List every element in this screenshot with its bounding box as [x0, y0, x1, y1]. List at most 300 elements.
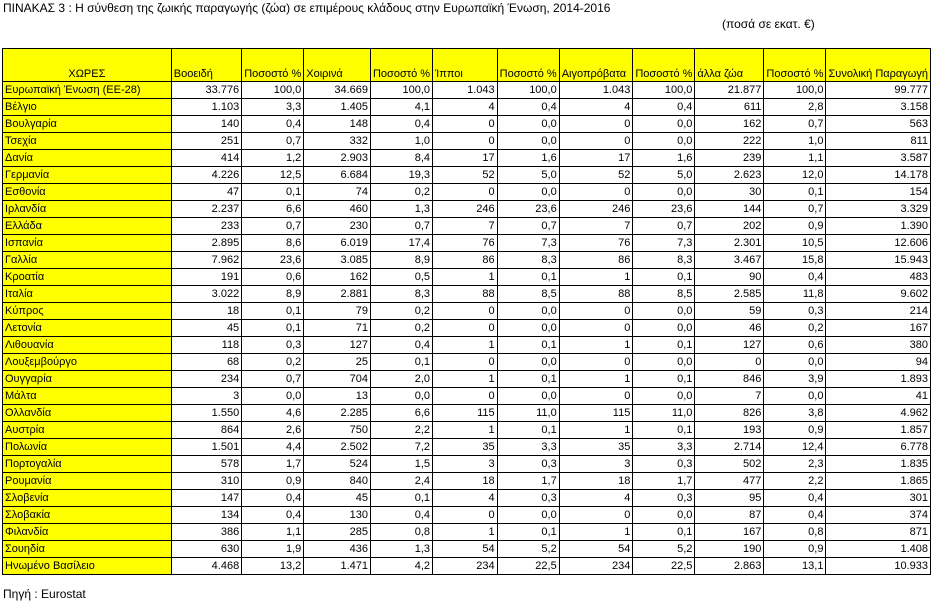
- cell-cattle: 47: [171, 184, 241, 201]
- table-row: [3, 116, 931, 133]
- table-row: [3, 252, 931, 269]
- cell-other-animals: 222: [695, 133, 764, 150]
- cell-pct-sheep-goats: 3,3: [633, 439, 695, 456]
- table-row: [3, 354, 931, 371]
- cell-pct-other: 2,2: [764, 473, 826, 490]
- cell-horses: 1: [433, 422, 498, 439]
- cell-pct-pigs: 8,9: [370, 252, 432, 269]
- table-row: [3, 388, 931, 405]
- cell-pct-cattle: 0,1: [242, 184, 304, 201]
- cell-horses: 1: [433, 269, 498, 286]
- cell-sheep-goats: 0: [559, 116, 633, 133]
- cell-other-animals: 2.623: [695, 167, 764, 184]
- cell-sheep-goats: 115: [559, 405, 633, 422]
- header-pct-other: Ποσοστό %: [764, 49, 826, 82]
- cell-horses: 17: [433, 150, 498, 167]
- cell-cattle: 134: [171, 507, 241, 524]
- cell-pct-cattle: 0,9: [242, 473, 304, 490]
- table-row: [3, 456, 931, 473]
- cell-horses: 4: [433, 99, 498, 116]
- cell-horses: 0: [433, 320, 498, 337]
- cell-pct-sheep-goats: 22,5: [633, 558, 695, 575]
- cell-pigs: 1.405: [304, 99, 371, 116]
- cell-pct-pigs: 6,6: [370, 405, 432, 422]
- cell-other-animals: 193: [695, 422, 764, 439]
- cell-pct-horses: 0,0: [497, 354, 559, 371]
- cell-pct-horses: 0,1: [497, 371, 559, 388]
- cell-pct-pigs: 4,2: [370, 558, 432, 575]
- cell-sheep-goats: 3: [559, 456, 633, 473]
- cell-sheep-goats: 52: [559, 167, 633, 184]
- cell-pigs: 74: [304, 184, 371, 201]
- cell-pct-horses: 0,1: [497, 524, 559, 541]
- cell-sheep-goats: 86: [559, 252, 633, 269]
- cell-pct-pigs: 100,0: [370, 82, 432, 99]
- cell-pigs: 79: [304, 303, 371, 320]
- cell-pct-horses: 0,3: [497, 490, 559, 507]
- table-row: [3, 269, 931, 286]
- cell-pigs: 148: [304, 116, 371, 133]
- cell-pigs: 2.903: [304, 150, 371, 167]
- cell-pigs: 1.471: [304, 558, 371, 575]
- table-row: [3, 82, 931, 99]
- cell-other-animals: 502: [695, 456, 764, 473]
- cell-pct-pigs: 4,1: [370, 99, 432, 116]
- cell-pct-other: 0,0: [764, 354, 826, 371]
- table-row: [3, 541, 931, 558]
- cell-total-production: 99.777: [826, 82, 931, 99]
- cell-pct-pigs: 8,3: [370, 286, 432, 303]
- cell-pct-pigs: 2,0: [370, 371, 432, 388]
- cell-pct-cattle: 0,4: [242, 490, 304, 507]
- cell-pct-horses: 0,0: [497, 303, 559, 320]
- cell-pct-sheep-goats: 0,0: [633, 116, 695, 133]
- cell-pct-horses: 5,2: [497, 541, 559, 558]
- cell-country: Ιταλία: [3, 286, 172, 303]
- cell-pct-other: 0,4: [764, 507, 826, 524]
- cell-cattle: 4.226: [171, 167, 241, 184]
- cell-sheep-goats: 0: [559, 184, 633, 201]
- cell-pct-horses: 5,0: [497, 167, 559, 184]
- cell-pct-horses: 0,7: [497, 218, 559, 235]
- cell-pct-sheep-goats: 0,0: [633, 354, 695, 371]
- cell-other-animals: 2.301: [695, 235, 764, 252]
- cell-pct-cattle: 0,2: [242, 354, 304, 371]
- cell-other-animals: 2.714: [695, 439, 764, 456]
- header-pct-pigs: Ποσοστό %: [370, 49, 432, 82]
- cell-sheep-goats: 35: [559, 439, 633, 456]
- cell-cattle: 1.103: [171, 99, 241, 116]
- cell-pct-cattle: 0,7: [242, 133, 304, 150]
- cell-total-production: 14.178: [826, 167, 931, 184]
- header-pct-horses: Ποσοστό %: [497, 49, 559, 82]
- cell-pct-cattle: 8,6: [242, 235, 304, 252]
- cell-total-production: 3.587: [826, 150, 931, 167]
- cell-other-animals: 2.863: [695, 558, 764, 575]
- cell-pct-sheep-goats: 0,0: [633, 184, 695, 201]
- cell-cattle: 1.550: [171, 405, 241, 422]
- cell-cattle: 1.501: [171, 439, 241, 456]
- cell-pct-pigs: 0,4: [370, 507, 432, 524]
- cell-pct-other: 2,8: [764, 99, 826, 116]
- cell-total-production: 6.778: [826, 439, 931, 456]
- cell-pct-other: 12,4: [764, 439, 826, 456]
- cell-pct-cattle: 0,0: [242, 388, 304, 405]
- cell-country: Κύπρος: [3, 303, 172, 320]
- cell-pct-other: 0,1: [764, 184, 826, 201]
- cell-sheep-goats: 17: [559, 150, 633, 167]
- cell-other-animals: 7: [695, 388, 764, 405]
- cell-pct-horses: 0,4: [497, 99, 559, 116]
- cell-pct-sheep-goats: 0,0: [633, 303, 695, 320]
- cell-cattle: 233: [171, 218, 241, 235]
- cell-pct-sheep-goats: 7,3: [633, 235, 695, 252]
- cell-total-production: 214: [826, 303, 931, 320]
- cell-pigs: 2.285: [304, 405, 371, 422]
- cell-pct-cattle: 0,6: [242, 269, 304, 286]
- cell-pct-pigs: 2,4: [370, 473, 432, 490]
- cell-country: Τσεχία: [3, 133, 172, 150]
- cell-pigs: 2.502: [304, 439, 371, 456]
- table-row: [3, 184, 931, 201]
- cell-country: Σλοβενία: [3, 490, 172, 507]
- cell-horses: 3: [433, 456, 498, 473]
- cell-country: Λουξεμβούργο: [3, 354, 172, 371]
- cell-pigs: 71: [304, 320, 371, 337]
- cell-total-production: 1.857: [826, 422, 931, 439]
- cell-pct-horses: 8,3: [497, 252, 559, 269]
- cell-horses: 54: [433, 541, 498, 558]
- cell-total-production: 380: [826, 337, 931, 354]
- cell-pct-sheep-goats: 0,1: [633, 337, 695, 354]
- cell-pct-cattle: 23,6: [242, 252, 304, 269]
- cell-pigs: 3.085: [304, 252, 371, 269]
- cell-other-animals: 611: [695, 99, 764, 116]
- header-sheep-goats: Αιγοπρόβατα: [559, 49, 633, 82]
- cell-country: Λιθουανία: [3, 337, 172, 354]
- cell-pct-cattle: 0,3: [242, 337, 304, 354]
- header-row: [3, 49, 931, 82]
- cell-pct-pigs: 0,4: [370, 116, 432, 133]
- cell-pct-sheep-goats: 0,0: [633, 507, 695, 524]
- cell-cattle: 45: [171, 320, 241, 337]
- cell-cattle: 251: [171, 133, 241, 150]
- table-row: [3, 439, 931, 456]
- cell-cattle: 2.895: [171, 235, 241, 252]
- cell-pct-pigs: 0,8: [370, 524, 432, 541]
- cell-pct-horses: 22,5: [497, 558, 559, 575]
- cell-pct-horses: 0,0: [497, 320, 559, 337]
- cell-pct-pigs: 17,4: [370, 235, 432, 252]
- table-row: [3, 201, 931, 218]
- cell-sheep-goats: 1: [559, 371, 633, 388]
- cell-country: Αυστρία: [3, 422, 172, 439]
- cell-pct-horses: 0,0: [497, 507, 559, 524]
- cell-pct-cattle: 1,9: [242, 541, 304, 558]
- table-row: [3, 524, 931, 541]
- cell-country: Ουγγαρία: [3, 371, 172, 388]
- cell-country: Εσθονία: [3, 184, 172, 201]
- cell-pigs: 130: [304, 507, 371, 524]
- cell-pct-cattle: 0,7: [242, 218, 304, 235]
- cell-pct-horses: 7,3: [497, 235, 559, 252]
- cell-pct-sheep-goats: 0,1: [633, 269, 695, 286]
- cell-total-production: 301: [826, 490, 931, 507]
- table-row: [3, 218, 931, 235]
- cell-pct-sheep-goats: 0,0: [633, 320, 695, 337]
- cell-sheep-goats: 76: [559, 235, 633, 252]
- cell-pct-other: 0,9: [764, 218, 826, 235]
- cell-other-animals: 167: [695, 524, 764, 541]
- cell-country: Γερμανία: [3, 167, 172, 184]
- table-row: [3, 422, 931, 439]
- cell-pct-cattle: 100,0: [242, 82, 304, 99]
- header-pct-sheep-goats: Ποσοστό %: [633, 49, 695, 82]
- cell-cattle: 68: [171, 354, 241, 371]
- cell-pct-sheep-goats: 11,0: [633, 405, 695, 422]
- cell-country: Ευρωπαϊκή Ένωση (ΕΕ-28): [3, 82, 172, 99]
- cell-pct-pigs: 1,3: [370, 201, 432, 218]
- cell-cattle: 578: [171, 456, 241, 473]
- cell-other-animals: 202: [695, 218, 764, 235]
- cell-pct-pigs: 0,5: [370, 269, 432, 286]
- cell-pct-sheep-goats: 0,0: [633, 388, 695, 405]
- cell-pct-horses: 0,0: [497, 116, 559, 133]
- table-row: [3, 371, 931, 388]
- cell-pct-sheep-goats: 5,0: [633, 167, 695, 184]
- source-note: Πηγή : Eurostat: [3, 587, 86, 601]
- cell-cattle: 7.962: [171, 252, 241, 269]
- cell-pct-cattle: 1,2: [242, 150, 304, 167]
- cell-total-production: 1.893: [826, 371, 931, 388]
- cell-sheep-goats: 54: [559, 541, 633, 558]
- cell-total-production: 1.835: [826, 456, 931, 473]
- cell-country: Γαλλία: [3, 252, 172, 269]
- cell-cattle: 118: [171, 337, 241, 354]
- cell-pigs: 285: [304, 524, 371, 541]
- cell-sheep-goats: 0: [559, 388, 633, 405]
- cell-horses: 246: [433, 201, 498, 218]
- cell-cattle: 33.776: [171, 82, 241, 99]
- cell-country: Σουηδία: [3, 541, 172, 558]
- cell-sheep-goats: 7: [559, 218, 633, 235]
- cell-horses: 76: [433, 235, 498, 252]
- cell-pigs: 162: [304, 269, 371, 286]
- cell-sheep-goats: 234: [559, 558, 633, 575]
- table-row: [3, 303, 931, 320]
- table-row: [3, 286, 931, 303]
- cell-pct-sheep-goats: 0,3: [633, 456, 695, 473]
- cell-pct-sheep-goats: 5,2: [633, 541, 695, 558]
- cell-sheep-goats: 88: [559, 286, 633, 303]
- table-row: [3, 405, 931, 422]
- cell-pigs: 840: [304, 473, 371, 490]
- cell-pct-other: 12,0: [764, 167, 826, 184]
- cell-horses: 0: [433, 116, 498, 133]
- header-country: ΧΩΡΕΣ: [3, 49, 172, 82]
- cell-pct-cattle: 4,6: [242, 405, 304, 422]
- cell-pct-sheep-goats: 0,1: [633, 524, 695, 541]
- cell-horses: 234: [433, 558, 498, 575]
- cell-pct-other: 13,1: [764, 558, 826, 575]
- cell-pct-pigs: 7,2: [370, 439, 432, 456]
- cell-sheep-goats: 1: [559, 269, 633, 286]
- cell-pct-sheep-goats: 0,1: [633, 371, 695, 388]
- cell-country: Πολωνία: [3, 439, 172, 456]
- cell-total-production: 41: [826, 388, 931, 405]
- cell-pct-other: 0,8: [764, 524, 826, 541]
- table-row: [3, 167, 931, 184]
- cell-pct-cattle: 0,7: [242, 371, 304, 388]
- cell-pct-other: 1,1: [764, 150, 826, 167]
- cell-cattle: 234: [171, 371, 241, 388]
- cell-horses: 115: [433, 405, 498, 422]
- header-pigs: Χοιρινά: [304, 49, 371, 82]
- cell-pct-cattle: 0,4: [242, 116, 304, 133]
- table-row: [3, 490, 931, 507]
- cell-total-production: 1.865: [826, 473, 931, 490]
- cell-pct-cattle: 2,6: [242, 422, 304, 439]
- table-row: [3, 150, 931, 167]
- cell-other-animals: 59: [695, 303, 764, 320]
- table-title: ΠΙΝΑΚΑΣ 3 : Η σύνθεση της ζωικής παραγωγής (ζώα) σε επιμέρους κλάδους στην Ευρωπαϊκή Ένωση, 2014-2016: [3, 1, 611, 15]
- cell-pct-pigs: 1,3: [370, 541, 432, 558]
- cell-pct-horses: 0,1: [497, 337, 559, 354]
- cell-other-animals: 87: [695, 507, 764, 524]
- cell-horses: 1: [433, 371, 498, 388]
- cell-other-animals: 95: [695, 490, 764, 507]
- cell-pct-horses: 0,0: [497, 184, 559, 201]
- cell-pigs: 524: [304, 456, 371, 473]
- cell-total-production: 167: [826, 320, 931, 337]
- cell-pct-pigs: 1,0: [370, 133, 432, 150]
- cell-pct-other: 0,4: [764, 490, 826, 507]
- cell-pct-sheep-goats: 100,0: [633, 82, 695, 99]
- cell-horses: 1.043: [433, 82, 498, 99]
- cell-pigs: 332: [304, 133, 371, 150]
- cell-horses: 86: [433, 252, 498, 269]
- header-cattle: Βοοειδή: [171, 49, 241, 82]
- cell-horses: 0: [433, 303, 498, 320]
- cell-other-animals: 90: [695, 269, 764, 286]
- cell-cattle: 191: [171, 269, 241, 286]
- cell-cattle: 147: [171, 490, 241, 507]
- cell-other-animals: 190: [695, 541, 764, 558]
- cell-pigs: 6.684: [304, 167, 371, 184]
- cell-total-production: 3.329: [826, 201, 931, 218]
- cell-pct-other: 0,6: [764, 337, 826, 354]
- cell-pct-sheep-goats: 8,3: [633, 252, 695, 269]
- cell-pct-horses: 100,0: [497, 82, 559, 99]
- cell-horses: 18: [433, 473, 498, 490]
- cell-sheep-goats: 4: [559, 490, 633, 507]
- cell-pct-other: 3,8: [764, 405, 826, 422]
- cell-pigs: 127: [304, 337, 371, 354]
- cell-sheep-goats: 1: [559, 524, 633, 541]
- cell-pigs: 230: [304, 218, 371, 235]
- header-other-animals: άλλα ζώα: [695, 49, 764, 82]
- data-table: [2, 48, 931, 575]
- cell-total-production: 10.933: [826, 558, 931, 575]
- cell-pigs: 436: [304, 541, 371, 558]
- cell-pigs: 704: [304, 371, 371, 388]
- cell-other-animals: 3.467: [695, 252, 764, 269]
- cell-pct-cattle: 0,4: [242, 507, 304, 524]
- cell-country: Βέλγιο: [3, 99, 172, 116]
- cell-total-production: 12.606: [826, 235, 931, 252]
- header-total-production: Συνολική Παραγωγή: [826, 49, 931, 82]
- cell-country: Ιρλανδία: [3, 201, 172, 218]
- cell-pct-cattle: 0,1: [242, 320, 304, 337]
- cell-pigs: 25: [304, 354, 371, 371]
- cell-pct-other: 0,2: [764, 320, 826, 337]
- cell-other-animals: 21.877: [695, 82, 764, 99]
- cell-total-production: 15.943: [826, 252, 931, 269]
- cell-pigs: 2.881: [304, 286, 371, 303]
- cell-sheep-goats: 4: [559, 99, 633, 116]
- cell-pct-sheep-goats: 23,6: [633, 201, 695, 218]
- cell-pct-horses: 1,6: [497, 150, 559, 167]
- cell-horses: 0: [433, 354, 498, 371]
- cell-sheep-goats: 18: [559, 473, 633, 490]
- cell-pct-other: 15,8: [764, 252, 826, 269]
- cell-other-animals: 826: [695, 405, 764, 422]
- cell-cattle: 140: [171, 116, 241, 133]
- table-row: [3, 558, 931, 575]
- cell-pct-sheep-goats: 0,4: [633, 99, 695, 116]
- cell-pct-horses: 8,5: [497, 286, 559, 303]
- cell-pct-pigs: 8,4: [370, 150, 432, 167]
- cell-horses: 0: [433, 133, 498, 150]
- cell-pct-cattle: 4,4: [242, 439, 304, 456]
- cell-pct-other: 0,9: [764, 541, 826, 558]
- cell-pct-sheep-goats: 0,0: [633, 133, 695, 150]
- table-row: [3, 235, 931, 252]
- cell-country: Βουλγαρία: [3, 116, 172, 133]
- cell-pct-other: 0,3: [764, 303, 826, 320]
- cell-pct-cattle: 1,7: [242, 456, 304, 473]
- cell-country: Πορτογαλία: [3, 456, 172, 473]
- cell-horses: 88: [433, 286, 498, 303]
- cell-pct-other: 0,4: [764, 269, 826, 286]
- cell-cattle: 630: [171, 541, 241, 558]
- cell-total-production: 9.602: [826, 286, 931, 303]
- cell-pigs: 750: [304, 422, 371, 439]
- cell-horses: 35: [433, 439, 498, 456]
- cell-country: Φιλανδία: [3, 524, 172, 541]
- cell-pct-other: 10,5: [764, 235, 826, 252]
- table-row: [3, 337, 931, 354]
- cell-other-animals: 127: [695, 337, 764, 354]
- cell-sheep-goats: 1.043: [559, 82, 633, 99]
- cell-pct-horses: 23,6: [497, 201, 559, 218]
- cell-sheep-goats: 0: [559, 507, 633, 524]
- cell-pct-other: 100,0: [764, 82, 826, 99]
- cell-country: Ελλάδα: [3, 218, 172, 235]
- cell-horses: 0: [433, 507, 498, 524]
- cell-country: Ρουμανία: [3, 473, 172, 490]
- cell-pct-cattle: 0,1: [242, 303, 304, 320]
- cell-pct-horses: 0,1: [497, 422, 559, 439]
- cell-horses: 1: [433, 524, 498, 541]
- cell-pct-sheep-goats: 0,1: [633, 422, 695, 439]
- cell-total-production: 1.390: [826, 218, 931, 235]
- cell-pct-pigs: 0,0: [370, 388, 432, 405]
- cell-pct-pigs: 0,2: [370, 320, 432, 337]
- cell-pct-pigs: 0,4: [370, 337, 432, 354]
- cell-sheep-goats: 1: [559, 337, 633, 354]
- cell-other-animals: 2.585: [695, 286, 764, 303]
